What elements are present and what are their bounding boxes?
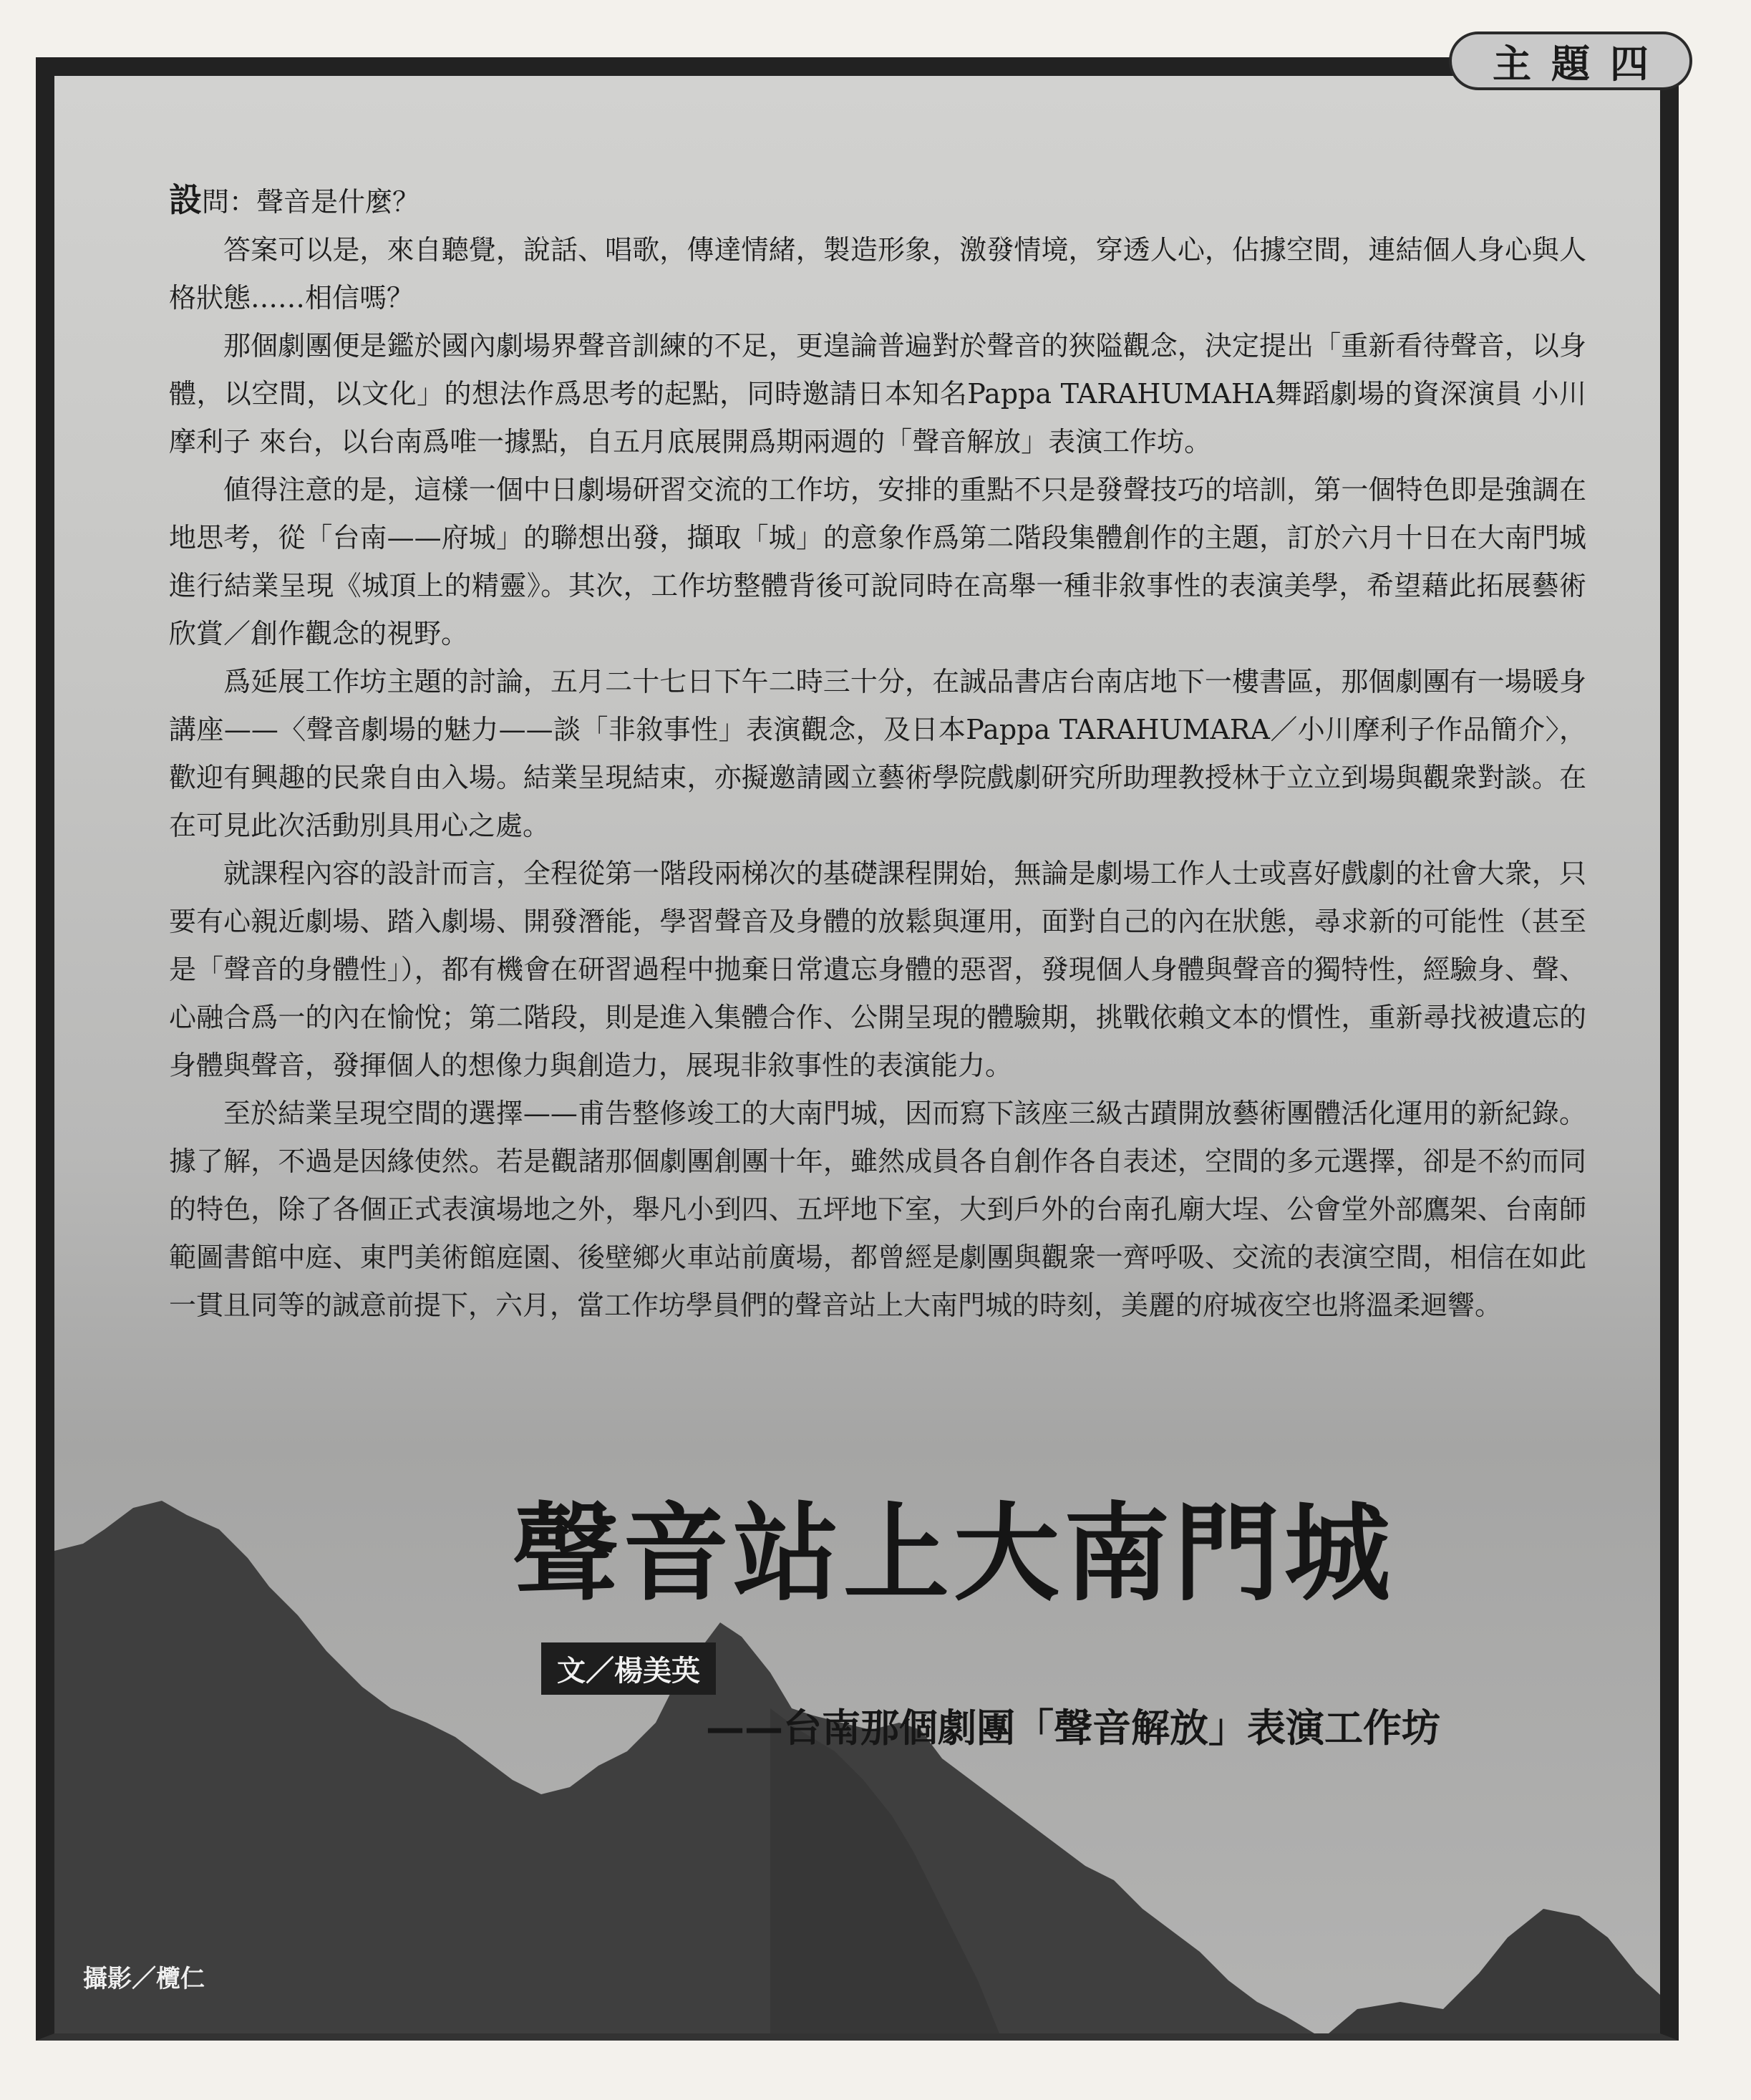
photo-frame <box>36 57 1679 2041</box>
article-body <box>169 176 1586 1330</box>
paragraph-4: 爲延展工作坊主題的討論，五月二十七日下午二時三十分，在誠品書店台南店地下一樓書區，那個劇團有一場暖身講座——〈聲音劇場的魅力——談「非敘事性」表演觀念，及日本Pappa TARAHUMARA／小川摩利子作品簡介〉，歡迎有興趣的民衆自由入場。結業呈現結束，亦擬邀請國立藝術學院戲劇研究所助理教授林于立立到場與觀衆對談。在在可見此次活動別具用心之處。 <box>169 666 1586 841</box>
paragraph-6: 至於結業呈現空間的選擇——甫告整修竣工的大南門城，因而寫下該座三級古蹟開放藝術團體活化運用的新紀錄。據了解，不過是因緣使然。若是觀諸那個劇團創團十年，雖然成員各自創作各自表述，空間的多元選擇，卻是不約而同的特色，除了各個正式表演場地之外，舉凡小到四、五坪地下室，大到戶外的台南孔廟大埕、公會堂外部鷹架、台南師範圖書館中庭、東門美術館庭園、後壁鄉火車站前廣場，都曾經是劇團與觀衆一齊呼吸、交流的表演空間，相信在如此一貫且同等的誠意前提下，六月，當工作坊學員們的聲音站上大南門城的時刻，美麗的府城夜空也將溫柔迴響。 <box>169 1098 1586 1321</box>
paragraph-5: 就課程內容的設計而言，全程從第一階段兩梯次的基礎課程開始，無論是劇場工作人士或喜好戲劇的社會大衆，只要有心親近劇場、踏入劇場、開發潛能，學習聲音及身體的放鬆與運用，面對自己的內在狀態，尋求新的可能性（甚至是「聲音的身體性」），都有機會在研習過程中拋棄日常遺忘身體的惡習，發現個人身體與聲音的獨特性，經驗身、聲、心融合爲一的內在愉悅；第二階段，則是進入集體合作、公開呈現的體驗期，挑戰依賴文本的慣性，重新尋找被遺忘的身體與聲音，發揮個人的想像力與創造力，展現非敘事性的表演能力。 <box>169 858 1586 1081</box>
paragraph-1: 答案可以是，來自聽覺，說話、唱歌，傳達情緒，製造形象，激發情境，穿透人心，佔據空間，連結個人身心與人格狀態……相信嗎？ <box>169 234 1586 314</box>
section-tab <box>1449 32 1692 90</box>
photo-credit: 攝影／欖仁 <box>83 1965 205 1993</box>
article-title: 聲音站上大南門城 <box>513 1491 1395 1615</box>
question-lead: 設 <box>169 180 202 219</box>
title-block <box>513 1492 1586 1753</box>
paragraph-2: 那個劇團便是鑑於國內劇場界聲音訓練的不足，更遑論普遍對於聲音的狹隘觀念，決定提出「重新看待聲音，以身體，以空間，以文化」的想法作爲思考的起點，同時邀請日本知名Pappa TARAHUMAHA舞蹈劇場的資深演員 小川摩利子 來台，以台南爲唯一據點，自五月底展開爲期兩週的「聲音解放」表演工作坊。 <box>169 330 1586 458</box>
author-badge: 文／楊美英 <box>541 1642 716 1695</box>
section-tab-label: 主題四 <box>1493 41 1669 87</box>
question-text: 問：聲音是什麼？ <box>202 186 420 218</box>
article-subtitle: ——台南那個劇團「聲音解放」表演工作坊 <box>706 1705 1440 1751</box>
paragraph-3: 値得注意的是，這樣一個中日劇場研習交流的工作坊，安排的重點不只是發聲技巧的培訓，第一個特色即是強調在地思考，從「台南——府城」的聯想出發，擷取「城」的意象作爲第二階段集體創作的主題，訂於六月十日在大南門城進行結業呈現《城頂上的精靈》。其次，工作坊整體背後可說同時在高舉一種非敘事性的表演美學，希望藉此拓展藝術欣賞／創作觀念的視野。 <box>169 474 1586 649</box>
question-line <box>169 176 1586 226</box>
